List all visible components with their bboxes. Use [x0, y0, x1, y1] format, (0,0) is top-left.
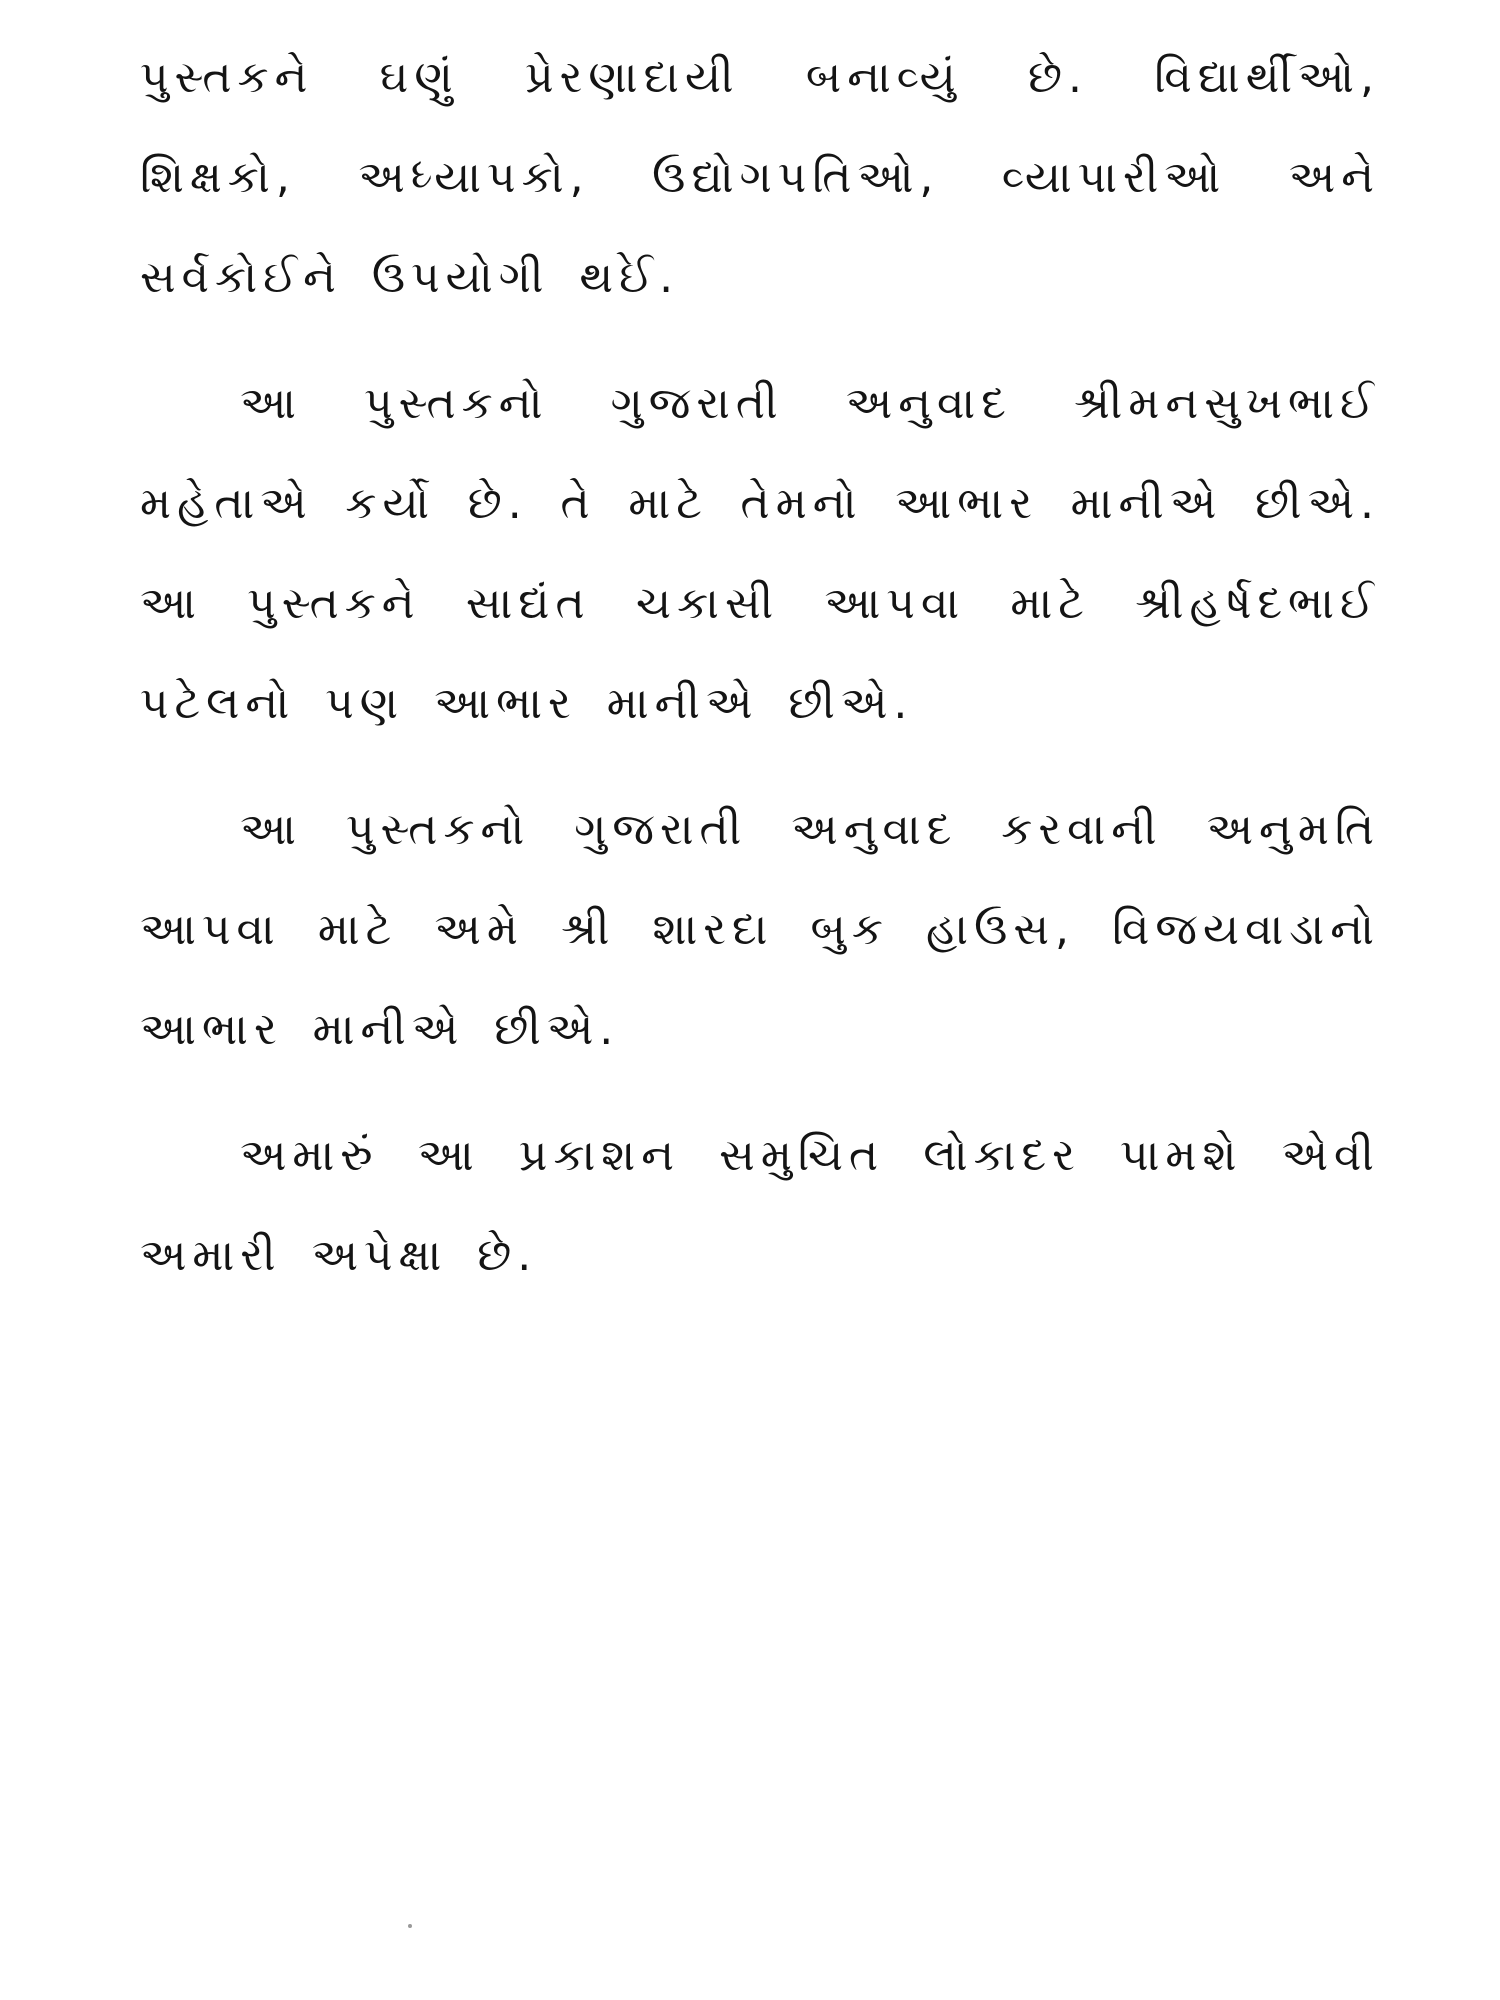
scan-speck	[408, 1924, 412, 1928]
paragraph-4: અમારું આ પ્રકાશન સમુચિત લોકાદર પામશે એવી અમારી અપેક્ષા છે.	[140, 1130, 1380, 1281]
paragraph-1: પુસ્તકને ઘણું પ્રેરણાદાયી બનાવ્યું છે. વિદ્યાર્થીઓ, શિક્ષકો, અધ્યાપકો, ઉદ્યોગપતિઓ, વ્યાપારીઓ અને સર્વકોઈને ઉપયોગી થઈે.	[140, 52, 1380, 303]
paragraph-2: આ પુસ્તકનો ગુજરાતી અનુવાદ શ્રીમનસુખભાઈ મહેતાએ કર્યો છે. તે માટે તેમનો આભાર માનીએ છીએ. આ પુસ્તકને સાદ્યંત ચકાસી આપવા માટે શ્રીહર્ષદભાઈ પટેલનો પણ આભાર માનીએ છીએ.	[140, 378, 1380, 729]
paragraph-3: આ પુસ્તકનો ગુજરાતી અનુવાદ કરવાની અનુમતિ આપવા માટે અમે શ્રી શારદા બુક હાઉસ, વિજયવાડાનો આભાર માનીએ છીએ.	[140, 804, 1380, 1055]
document-body	[140, 28, 1380, 1332]
